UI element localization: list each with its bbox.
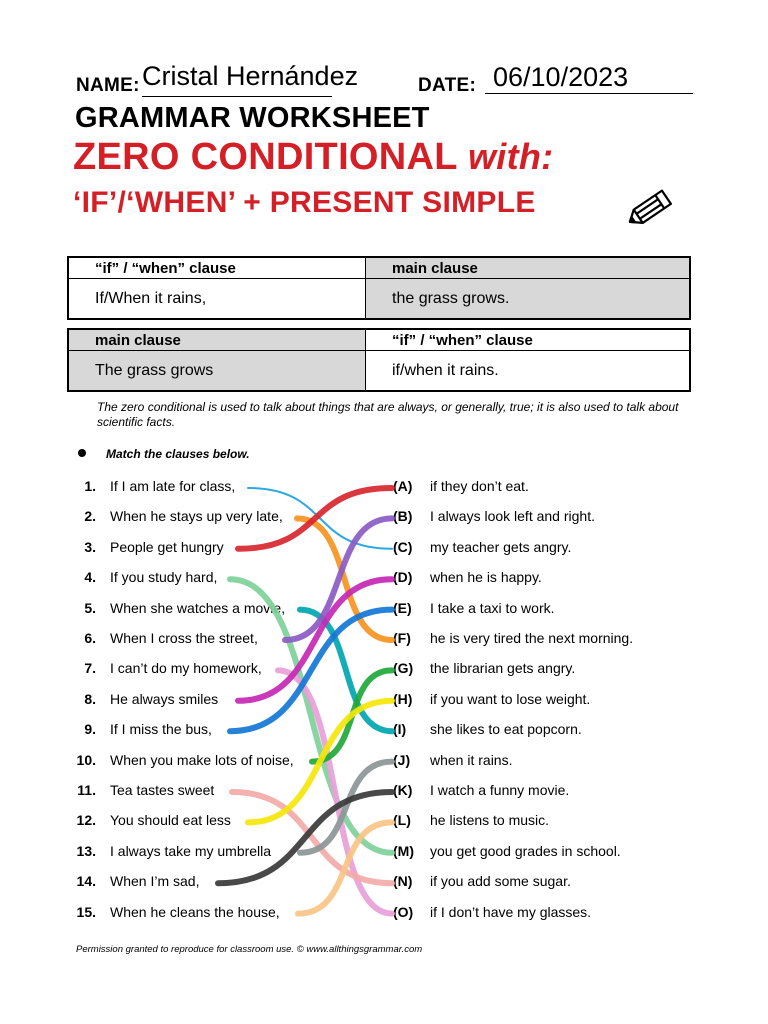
right-item-letter: (C) (393, 538, 413, 555)
explanation-text: The zero conditional is used to talk about things that are always, or generally, true; it is also used to talk about scientific facts. (97, 400, 679, 429)
right-item-letter: (G) (393, 660, 414, 677)
table2-col1-value: The grass grows (68, 351, 366, 392)
right-item-letter: (D) (393, 569, 413, 586)
left-item-text: People get hungry (110, 538, 224, 555)
bullet-icon (78, 449, 86, 457)
left-item-number: 10. (76, 751, 96, 768)
left-item-text: When I cross the street, (110, 630, 258, 646)
left-item-text: If you study hard, (110, 569, 218, 586)
pencil-icon (618, 186, 680, 232)
worksheet-title: GRAMMAR WORKSHEET (75, 102, 430, 134)
left-item-text: I always take my umbrella (110, 842, 272, 859)
left-item-number: 15. (76, 903, 96, 920)
date-label: DATE: (418, 75, 477, 96)
right-item-letter: (H) (393, 690, 413, 707)
table2-col1-header: main clause (68, 329, 366, 351)
match-line[interactable] (278, 670, 392, 913)
right-item-text: I watch a funny movie. (430, 782, 570, 798)
left-item-text: When he cleans the house, (110, 903, 280, 920)
table1-col1-header: “if” / “when” clause (95, 259, 236, 277)
match-line[interactable] (298, 822, 392, 913)
left-item-text: When he stays up very late, (110, 508, 283, 525)
right-item-letter: (M) (393, 842, 414, 859)
footer-permission: Permission granted to reproduce for classroom use. © www.allthingsgrammar.com (76, 944, 423, 955)
table2-col2-header: “if” / “when” clause (366, 329, 691, 351)
right-item-letter: (O) (393, 903, 414, 920)
match-line[interactable] (300, 762, 392, 853)
date-field[interactable] (485, 62, 693, 94)
right-item-text: the librarian gets angry. (430, 660, 576, 677)
left-item-number: 2. (84, 508, 96, 525)
left-item-number: 4. (84, 569, 96, 586)
left-item-text: Tea tastes sweet (110, 782, 215, 798)
match-line[interactable] (238, 579, 392, 701)
left-item-number: 1. (84, 478, 96, 494)
instruction-text: Match the clauses below. (106, 447, 250, 461)
name-field[interactable] (142, 60, 359, 97)
main-title (73, 136, 553, 179)
right-item-letter: (L) (393, 812, 411, 829)
right-item-letter: (K) (393, 782, 413, 798)
match-line[interactable] (297, 518, 392, 640)
table1-col1-value: If/When it rains, (68, 279, 366, 320)
right-item-letter: (J) (393, 751, 411, 768)
main-title-text: ZERO CONDITIONAL (73, 136, 458, 178)
left-item-number: 12. (76, 812, 96, 829)
right-item-letter: (E) (393, 599, 412, 616)
right-item-text: if you want to lose weight. (430, 690, 591, 707)
match-line[interactable] (218, 792, 392, 883)
right-item-text: if you add some sugar. (430, 873, 571, 890)
table1-col2-value: the grass grows. (366, 279, 691, 320)
left-item-text: I can’t do my homework, (110, 660, 262, 677)
right-item-text: my teacher gets angry. (430, 538, 572, 555)
table1-col2-header: main clause (366, 257, 691, 279)
right-item-text: you get good grades in school. (430, 842, 621, 859)
right-item-letter: (A) (393, 478, 413, 494)
left-item-text: You should eat less (110, 812, 231, 829)
match-line[interactable] (230, 579, 392, 853)
left-item-number: 5. (84, 599, 96, 616)
left-item-number: 9. (84, 721, 96, 738)
match-line[interactable] (312, 670, 392, 761)
left-item-text: If I am late for class, (110, 478, 236, 494)
right-item-letter: (B) (393, 508, 413, 525)
right-item-text: he is very tired the next morning. (430, 630, 634, 646)
right-item-letter: (F) (393, 630, 411, 646)
left-item-number: 11. (77, 782, 96, 798)
match-line[interactable] (232, 792, 392, 883)
left-item-number: 3. (84, 538, 96, 555)
left-item-text: If I miss the bus, (110, 721, 212, 738)
example-table-2 (67, 328, 691, 392)
left-item-text: When you make lots of noise, (110, 751, 294, 768)
right-item-text: she likes to eat popcorn. (430, 721, 582, 738)
left-item-number: 8. (84, 690, 96, 707)
name-label: NAME: (76, 75, 140, 96)
left-item-number: 7. (84, 660, 96, 677)
subtitle: ‘IF’/‘WHEN’ + PRESENT SIMPLE (73, 186, 536, 219)
date-value: 06/10/2023 (493, 62, 629, 92)
main-title-with: with: (467, 136, 554, 177)
name-value: Cristal Hernández (142, 61, 359, 91)
example-table-1 (67, 256, 691, 320)
left-item-text: He always smiles (110, 690, 219, 707)
right-item-text: if they don’t eat. (430, 478, 529, 494)
right-item-letter: (I) (393, 721, 407, 738)
match-line[interactable] (300, 610, 392, 732)
right-item-text: when it rains. (430, 751, 513, 768)
right-item-text: he listens to music. (430, 812, 550, 829)
match-line[interactable] (285, 518, 392, 640)
left-item-text: When she watches a movie, (110, 599, 286, 616)
left-item-number: 13. (76, 842, 96, 859)
right-item-text: I always look left and right. (430, 508, 595, 525)
table2-col2-value: if/when it rains. (366, 351, 691, 392)
left-item-number: 6. (84, 630, 96, 646)
right-item-text: if I don’t have my glasses. (430, 903, 592, 920)
left-item-text: When I’m sad, (110, 873, 200, 890)
right-item-letter: (N) (393, 873, 413, 890)
right-item-text: I take a taxi to work. (430, 599, 555, 616)
left-item-number: 14. (76, 873, 96, 890)
right-item-text: when he is happy. (430, 569, 542, 586)
